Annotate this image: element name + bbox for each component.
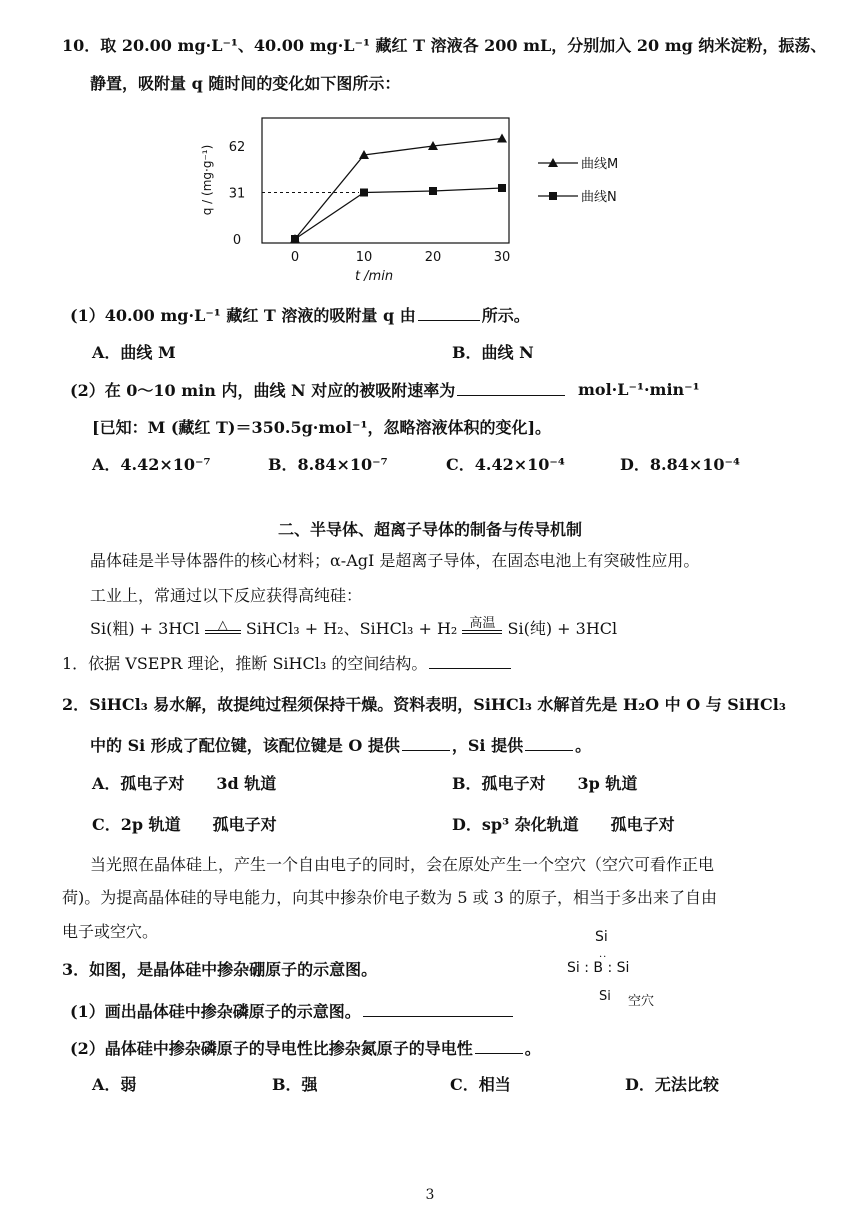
q3-text: 3．如图，是晶体硅中掺杂硼原子的示意图。 <box>62 960 378 979</box>
page-number: 3 <box>425 1187 435 1203</box>
q3-sub1-text: (1）画出晶体硅中掺杂磷原子的示意图。 <box>70 1002 361 1021</box>
y-axis-label: q / (mg·g⁻¹) <box>200 144 214 216</box>
q1-text: 1．依据 VSEPR 理论，推断 SiHCl₃ 的空间结构。 <box>62 654 428 673</box>
q3-sub2-blank[interactable] <box>475 1036 523 1054</box>
q2-line1: 2．SiHCl₃ 易水解，故提纯过程须保持干燥。资料表明，SiHCl₃ 水解首先是 H₂O 中 O 与 SiHCl₃ <box>62 695 786 714</box>
x-tick-label: 20 <box>424 250 442 265</box>
q10-sub1 <box>70 303 530 328</box>
q10-sub2-text: (2）在 0～10 min 内，曲线 N 对应的被吸附速率为 <box>70 381 456 400</box>
q10-sub1-text: (1）40.00 mg·L⁻¹ 藏红 T 溶液的吸附量 q 由 <box>70 306 416 325</box>
q3-sub2-text: (2）晶体硅中掺杂磷原子的导电性比掺杂氮原子的导电性 <box>70 1039 473 1058</box>
q3-option-c[interactable]: C．相当 <box>450 1075 511 1094</box>
equation-arrow-2 <box>462 616 502 634</box>
paragraph-line1: 当光照在晶体硅上，产生一个自由电子的同时，会在原处产生一个空穴（空穴可看作正电 <box>90 855 715 874</box>
q2-option-b[interactable]: B．孤电子对 3p 轨道 <box>452 774 638 793</box>
q3-option-a[interactable]: A．弱 <box>92 1075 137 1094</box>
q2-option-a[interactable]: A．孤电子对 3d 轨道 <box>92 774 277 793</box>
curve-n-point <box>498 184 506 192</box>
q1-blank[interactable] <box>429 651 511 669</box>
boron-diagram-top-si: Si <box>595 929 608 945</box>
boron-diagram-middle: Si : B : Si <box>567 960 630 976</box>
q2-text-b: ，Si 提供 <box>451 736 524 755</box>
q2-option-c[interactable]: C．2p 轨道 孤电子对 <box>92 815 277 834</box>
q10-sub2-note: [已知：M (藏红 T)＝350.5g·mol⁻¹，忽略溶液体积的变化]。 <box>92 418 552 437</box>
series-line-N <box>295 188 502 239</box>
paragraph-line3: 电子或空穴。 <box>62 922 159 941</box>
x-tick-label: 0 <box>290 250 300 265</box>
q2-line2 <box>90 733 591 758</box>
q10-stem-line2: 静置，吸附量 q 随时间的变化如下图所示： <box>90 74 401 93</box>
condition-high-temp: 高温 <box>469 616 496 631</box>
y-tick-label: 31 <box>228 186 246 202</box>
q3-sub2-tail: 。 <box>524 1039 541 1058</box>
legend-marker-square <box>549 192 557 200</box>
q10-sub2-option-c[interactable]: C．4.42×10⁻⁴ <box>446 455 565 474</box>
q10-sub2-unit: mol·L⁻¹·min⁻¹ <box>578 380 700 399</box>
y-tick-label: 62 <box>228 140 246 155</box>
paragraph-line2: 荷)。为提高晶体硅的导电能力，向其中掺杂价电子数为 5 或 3 的原子，相当于多出来了自由 <box>62 888 717 907</box>
q3-sub1-blank[interactable] <box>363 999 513 1017</box>
q10-sub2-option-a[interactable]: A．4.42×10⁻⁷ <box>92 455 211 474</box>
y-tick-label: 0 <box>232 233 242 248</box>
x-tick-label: 10 <box>355 250 373 265</box>
x-tick-label: 30 <box>493 250 511 265</box>
boron-diagram-bottom-si: Si <box>599 989 611 1004</box>
legend-label: 曲线N <box>581 190 617 205</box>
q10-sub1-option-a[interactable]: A．曲线 M <box>92 343 176 362</box>
curve-n-point <box>360 189 368 197</box>
condition-heat: △ <box>217 618 228 633</box>
q2-option-d[interactable]: D．sp³ 杂化轨道 孤电子对 <box>452 815 675 834</box>
q2-text-c: 。 <box>575 736 592 755</box>
q3-sub2 <box>70 1036 541 1061</box>
q10-sub1-option-b[interactable]: B．曲线 N <box>452 343 534 362</box>
q3-option-b[interactable]: B．强 <box>272 1075 318 1094</box>
x-axis-label: t /min <box>354 269 394 284</box>
equation-part3: Si(纯) + 3HCl <box>507 619 618 638</box>
q3-sub1 <box>70 999 515 1024</box>
q2-blank-1[interactable] <box>402 733 450 751</box>
curve-n-point <box>291 235 299 243</box>
adsorption-chart <box>195 108 675 293</box>
equation-part1: Si(粗) + 3HCl <box>90 619 200 638</box>
hole-label: 空穴 <box>628 994 655 1009</box>
curve-n-point <box>429 187 437 195</box>
equation-part2: SiHCl₃ + H₂、SiHCl₃ + H₂ <box>245 619 458 638</box>
q2-blank-2[interactable] <box>525 733 573 751</box>
q10-sub2-blank[interactable] <box>457 378 565 396</box>
boron-diagram-dots: ·· <box>599 952 608 963</box>
equation-arrow-1 <box>205 618 241 634</box>
q10-sub1-blank[interactable] <box>418 303 480 321</box>
q10-sub2 <box>70 378 567 403</box>
q10-sub2-option-d[interactable]: D．8.84×10⁻⁴ <box>620 455 740 474</box>
section2-intro-line1: 晶体硅是半导体器件的核心材料；α-AgI 是超离子导体，在固态电池上有突破性应用。 <box>90 551 700 570</box>
section2-intro-line2: 工业上，常通过以下反应获得高纯硅： <box>90 586 363 605</box>
legend-label: 曲线M <box>581 157 619 172</box>
q1 <box>62 651 513 676</box>
q3-option-d[interactable]: D．无法比较 <box>625 1075 719 1094</box>
q10-sub1-tail: 所示。 <box>481 306 530 325</box>
q10-sub2-option-b[interactable]: B．8.84×10⁻⁷ <box>268 455 388 474</box>
curve-m-point <box>497 134 507 143</box>
reaction-equation <box>90 617 617 641</box>
q2-text-a: 中的 Si 形成了配位键，该配位键是 O 提供 <box>90 736 400 755</box>
section2-title: 二、半导体、超离子导体的制备与传导机制 <box>277 520 582 539</box>
q10-stem-line1: 10．取 20.00 mg·L⁻¹、40.00 mg·L⁻¹ 藏红 T 溶液各 200 mL，分别加入 20 mg 纳米淀粉，振荡、 <box>62 36 827 55</box>
chart-frame <box>262 118 509 243</box>
